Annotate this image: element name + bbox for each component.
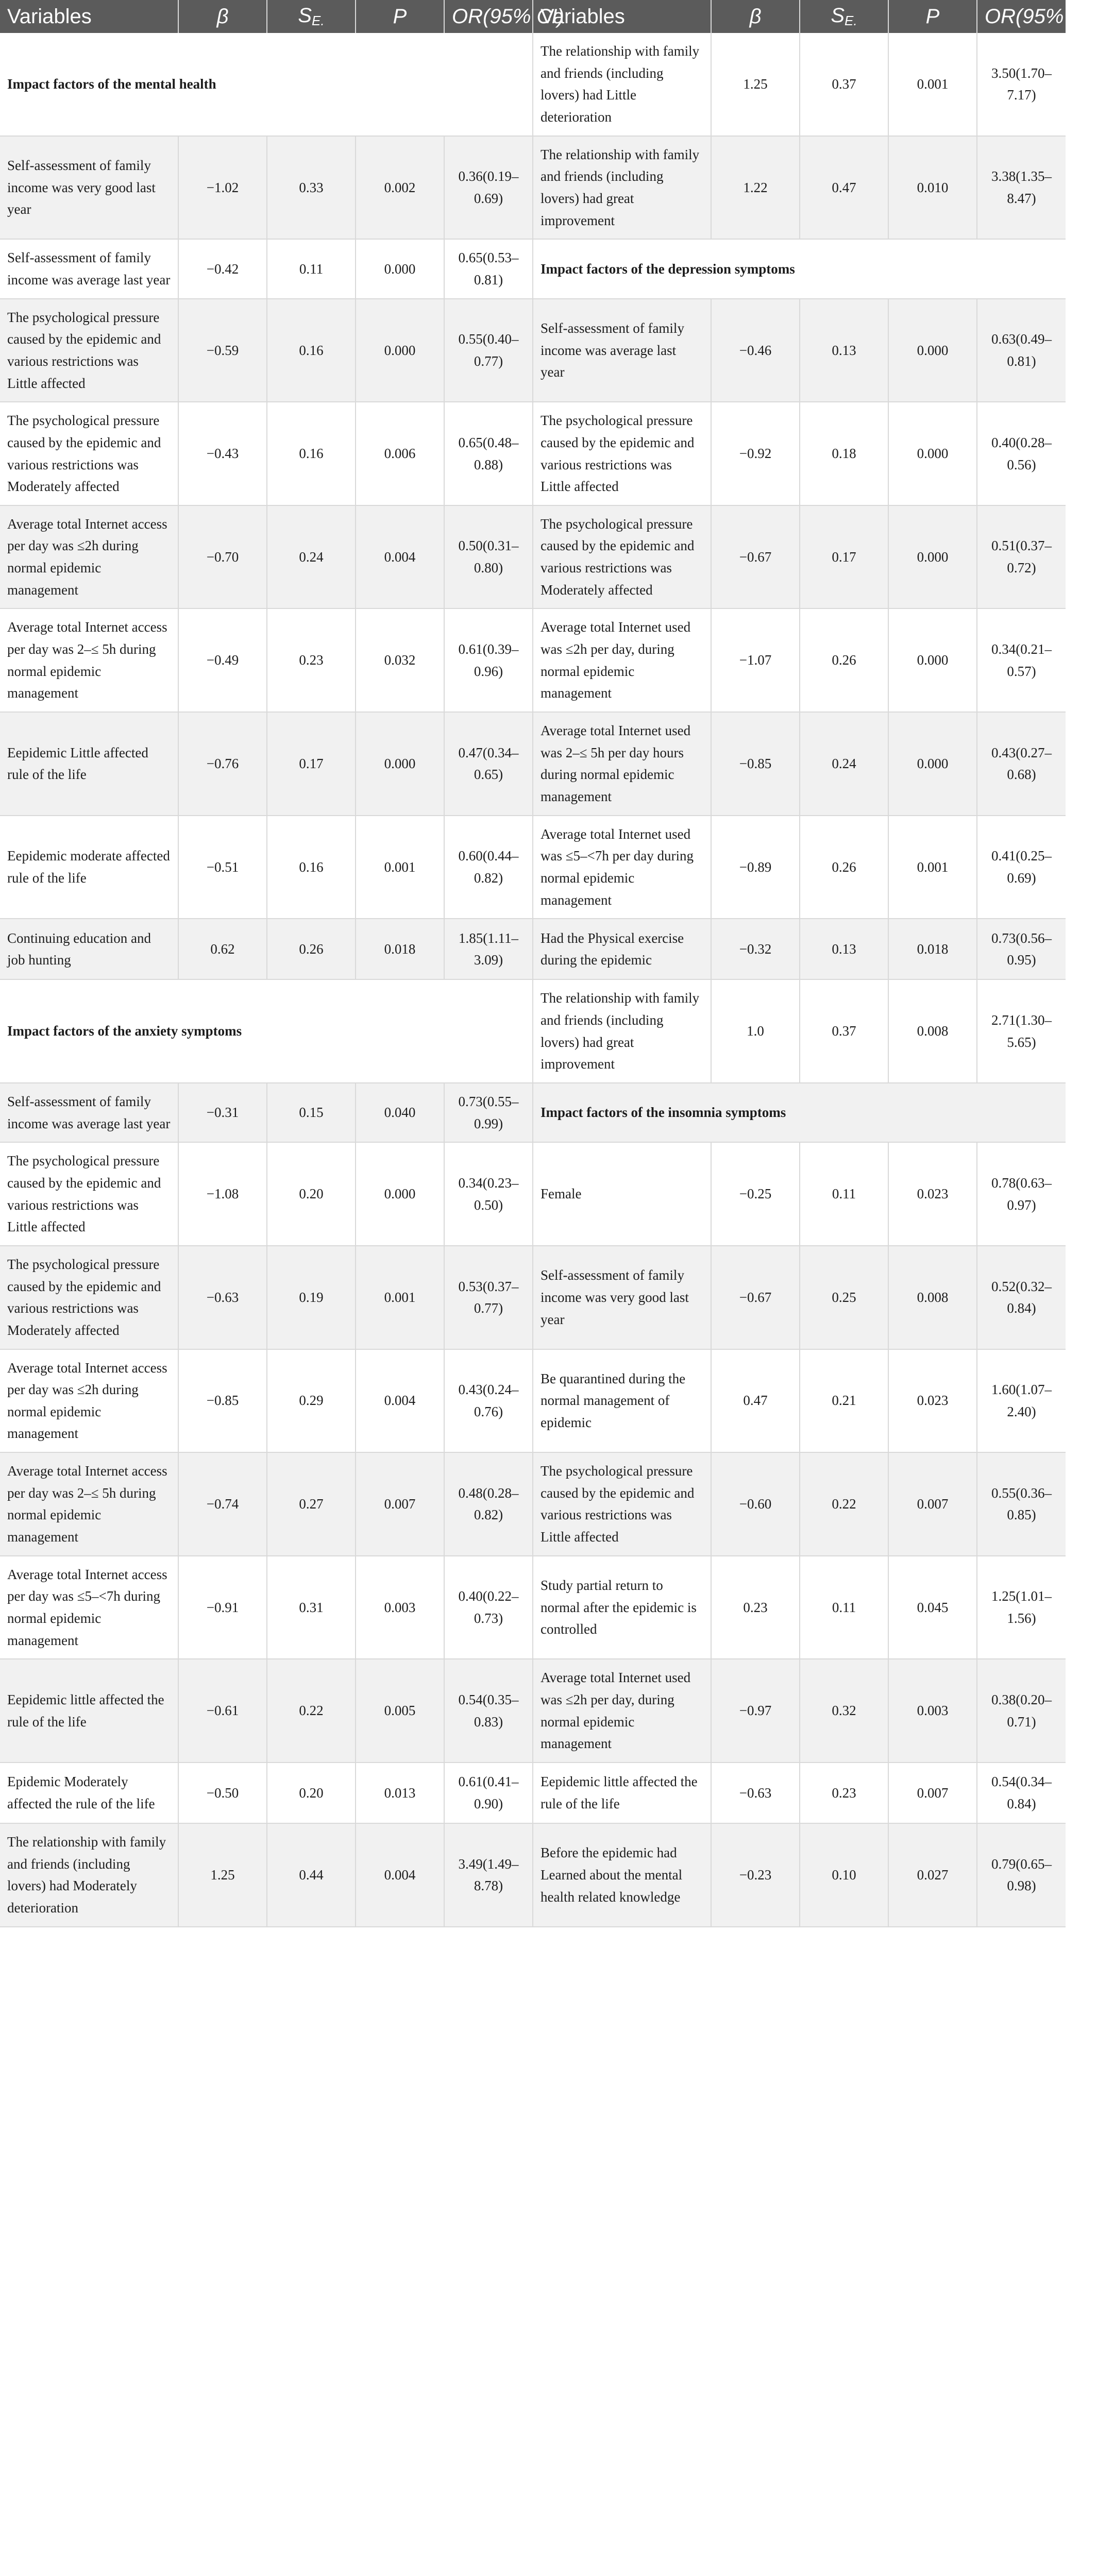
se-cell: 0.15 [267,1083,356,1142]
variable-cell: The relationship with family and friends (including lovers) had great improvement [533,136,711,240]
b-cell: −0.85 [178,1349,267,1453]
p-cell: 0.045 [888,1556,977,1659]
or-cell: 0.36(0.19–0.69) [444,136,533,240]
table-row [0,136,1066,240]
b-cell: 1.25 [178,1823,267,1927]
or-cell: 1.85(1.11–3.09) [444,919,533,979]
p-cell: 0.018 [888,919,977,979]
variable-cell: The psychological pressure caused by the epidemic and various restrictions was Moderately affected [533,505,711,609]
or-cell: 0.55(0.40–0.77) [444,299,533,402]
variable-cell: The psychological pressure caused by the epidemic and various restrictions was Little affected [533,402,711,505]
se-cell: 0.26 [800,816,888,919]
variable-cell: The relationship with family and friends (including lovers) had Little deterioration [533,33,711,136]
se-cell: 0.26 [800,608,888,712]
header-row [0,0,1066,33]
or-cell: 0.40(0.28–0.56) [977,402,1066,505]
header-beta: β [711,0,800,33]
table-row [0,1823,1066,1927]
b-cell: −0.59 [178,299,267,402]
variable-cell: Female [533,1142,711,1246]
header-se-sub: E [312,13,321,28]
se-cell: 0.23 [267,608,356,712]
b-cell: −0.70 [178,505,267,609]
se-cell: 0.11 [267,239,356,298]
header-se [800,0,888,33]
b-cell: −0.63 [178,1246,267,1349]
se-cell: 0.22 [267,1659,356,1762]
or-cell: 0.54(0.34–0.84) [977,1762,1066,1823]
or-cell: 1.25(1.01–1.56) [977,1556,1066,1659]
variable-cell: Had the Physical exercise during the epidemic [533,919,711,979]
b-cell: −0.63 [711,1762,800,1823]
table-body [0,33,1066,1927]
header-beta: β [178,0,267,33]
section-heading: Impact factors of the depression symptoms [533,239,1066,298]
p-cell: 0.032 [356,608,444,712]
p-cell: 0.000 [356,712,444,816]
b-cell: −0.91 [178,1556,267,1659]
se-cell: 0.17 [800,505,888,609]
section-heading: Impact factors of the anxiety symptoms [0,979,533,1083]
b-cell: −0.92 [711,402,800,505]
variable-cell: Self-assessment of family income was average last year [0,239,178,298]
or-cell: 0.53(0.37–0.77) [444,1246,533,1349]
variable-cell: The psychological pressure caused by the epidemic and various restrictions was Little affected [0,299,178,402]
b-cell: −0.74 [178,1452,267,1556]
variable-cell: Average total Internet used was ≤2h per day, during normal epidemic management [533,608,711,712]
table-row [0,1083,1066,1142]
or-cell: 0.60(0.44–0.82) [444,816,533,919]
se-cell: 0.23 [800,1762,888,1823]
b-cell: −0.76 [178,712,267,816]
se-cell: 0.11 [800,1556,888,1659]
b-cell: −0.23 [711,1823,800,1927]
or-cell: 0.40(0.22–0.73) [444,1556,533,1659]
table-row [0,1659,1066,1762]
b-cell: −0.85 [711,712,800,816]
b-cell: −0.67 [711,1246,800,1349]
b-cell: −0.49 [178,608,267,712]
b-cell: −1.02 [178,136,267,240]
p-cell: 0.000 [888,712,977,816]
p-cell: 0.000 [888,299,977,402]
table-row [0,712,1066,816]
b-cell: −0.46 [711,299,800,402]
variable-cell: The psychological pressure caused by the epidemic and various restrictions was Little affected [0,1142,178,1246]
p-cell: 0.008 [888,1246,977,1349]
table-row [0,1762,1066,1823]
se-cell: 0.16 [267,816,356,919]
p-cell: 0.040 [356,1083,444,1142]
or-cell: 0.51(0.37–0.72) [977,505,1066,609]
se-cell: 0.10 [800,1823,888,1927]
or-cell: 0.78(0.63–0.97) [977,1142,1066,1246]
p-cell: 0.004 [356,1823,444,1927]
header-p: P [888,0,977,33]
or-cell: 0.65(0.53–0.81) [444,239,533,298]
or-cell: 2.71(1.30–5.65) [977,979,1066,1083]
variable-cell: The psychological pressure caused by the epidemic and various restrictions was Moderately affected [0,1246,178,1349]
b-cell: −0.42 [178,239,267,298]
se-cell: 0.24 [267,505,356,609]
or-cell: 0.43(0.24–0.76) [444,1349,533,1453]
se-cell: 0.26 [267,919,356,979]
table-row [0,1556,1066,1659]
or-cell: 0.43(0.27–0.68) [977,712,1066,816]
p-cell: 0.000 [888,608,977,712]
table-row [0,402,1066,505]
p-cell: 0.007 [356,1452,444,1556]
variable-cell: Continuing education and job hunting [0,919,178,979]
se-cell: 0.47 [800,136,888,240]
p-cell: 0.004 [356,505,444,609]
se-cell: 0.16 [267,299,356,402]
or-cell: 3.49(1.49–8.78) [444,1823,533,1927]
se-cell: 0.29 [267,1349,356,1453]
p-cell: 0.023 [888,1349,977,1453]
variable-cell: Self-assessment of family income was very good last year [533,1246,711,1349]
variable-cell: Eepidemic moderate affected rule of the life [0,816,178,919]
b-cell: 1.22 [711,136,800,240]
header-se-sub: E [845,13,854,28]
or-cell: 0.63(0.49–0.81) [977,299,1066,402]
variable-cell: Average total Internet used was ≤2h per day, during normal epidemic management [533,1659,711,1762]
se-cell: 0.17 [267,712,356,816]
se-cell: 0.22 [800,1452,888,1556]
or-cell: 0.73(0.56–0.95) [977,919,1066,979]
or-cell: 0.55(0.36–0.85) [977,1452,1066,1556]
p-cell: 0.008 [888,979,977,1083]
variable-cell: Average total Internet access per day was 2–≤ 5h during normal epidemic management [0,1452,178,1556]
header-p: P [356,0,444,33]
p-cell: 0.013 [356,1762,444,1823]
variable-cell: Eepidemic little affected the rule of the life [0,1659,178,1762]
b-cell: −0.89 [711,816,800,919]
p-cell: 0.001 [888,816,977,919]
variable-cell: Self-assessment of family income was average last year [0,1083,178,1142]
b-cell: −0.61 [178,1659,267,1762]
se-cell: 0.27 [267,1452,356,1556]
variable-cell: The relationship with family and friends (including lovers) had Moderately deterioration [0,1823,178,1927]
or-cell: 0.34(0.21–0.57) [977,608,1066,712]
se-cell: 0.20 [267,1762,356,1823]
table-header [0,0,1097,33]
p-cell: 0.003 [888,1659,977,1762]
b-cell: −0.50 [178,1762,267,1823]
variable-cell: Average total Internet access per day was 2–≤ 5h during normal epidemic management [0,608,178,712]
se-cell: 0.20 [267,1142,356,1246]
header-or: OR(95% CI) [985,5,1097,28]
table-row [0,505,1066,609]
table-row [0,239,1066,298]
b-cell: −0.43 [178,402,267,505]
b-cell: 1.25 [711,33,800,136]
p-cell: 0.005 [356,1659,444,1762]
header-se-dot: . [320,13,325,28]
or-cell: 1.60(1.07–2.40) [977,1349,1066,1453]
se-cell: 0.37 [800,979,888,1083]
se-cell: 0.31 [267,1556,356,1659]
se-cell: 0.13 [800,299,888,402]
or-cell: 0.47(0.34–0.65) [444,712,533,816]
p-cell: 0.004 [356,1349,444,1453]
b-cell: 0.47 [711,1349,800,1453]
variable-cell: The relationship with family and friends (including lovers) had great improvement [533,979,711,1083]
p-cell: 0.001 [356,1246,444,1349]
table-row [0,979,1066,1083]
p-cell: 0.023 [888,1142,977,1246]
or-cell: 0.61(0.39–0.96) [444,608,533,712]
header-se-dot: . [853,13,857,28]
p-cell: 0.007 [888,1452,977,1556]
variable-cell: Eepidemic Little affected rule of the life [0,712,178,816]
b-cell: −0.31 [178,1083,267,1142]
table-row [0,608,1066,712]
p-cell: 0.001 [888,33,977,136]
variable-cell: Eepidemic little affected the rule of the life [533,1762,711,1823]
variable-cell: Average total Internet used was ≤5–<7h per day during normal epidemic management [533,816,711,919]
or-cell: 0.52(0.32–0.84) [977,1246,1066,1349]
table-row [0,33,1066,136]
or-cell: 0.73(0.55–0.99) [444,1083,533,1142]
variable-cell: Average total Internet access per day was ≤5–<7h during normal epidemic management [0,1556,178,1659]
header-variables: Variables [533,0,711,33]
variable-cell: Before the epidemic had Learned about the mental health related knowledge [533,1823,711,1927]
b-cell: −1.07 [711,608,800,712]
or-cell: 0.38(0.20–0.71) [977,1659,1066,1762]
variable-cell: Average total Internet access per day was ≤2h during normal epidemic management [0,1349,178,1453]
variable-cell: Self-assessment of family income was very good last year [0,136,178,240]
b-cell: −1.08 [178,1142,267,1246]
variable-cell: Average total Internet access per day was ≤2h during normal epidemic management [0,505,178,609]
or-cell: 0.54(0.35–0.83) [444,1659,533,1762]
or-cell: 0.41(0.25–0.69) [977,816,1066,919]
table-row [0,1246,1066,1349]
p-cell: 0.003 [356,1556,444,1659]
se-cell: 0.33 [267,136,356,240]
section-heading: Impact factors of the mental health [0,33,533,136]
table-row [0,1452,1066,1556]
b-cell: 0.23 [711,1556,800,1659]
se-cell: 0.44 [267,1823,356,1927]
b-cell: 0.62 [178,919,267,979]
p-cell: 0.010 [888,136,977,240]
header-se [267,0,356,33]
se-cell: 0.24 [800,712,888,816]
section-heading: Impact factors of the insomnia symptoms [533,1083,1066,1142]
header-or: OR(95% CI) [444,0,533,33]
table-row [0,1349,1066,1453]
variable-cell: The psychological pressure caused by the epidemic and various restrictions was Moderately affected [0,402,178,505]
or-cell: 0.79(0.65–0.98) [977,1823,1066,1927]
se-cell: 0.25 [800,1246,888,1349]
p-cell: 0.027 [888,1823,977,1927]
p-cell: 0.007 [888,1762,977,1823]
header-se-main: S [298,4,312,27]
table-row [0,1142,1066,1246]
p-cell: 0.001 [356,816,444,919]
se-cell: 0.18 [800,402,888,505]
b-cell: −0.97 [711,1659,800,1762]
se-cell: 0.19 [267,1246,356,1349]
table-row [0,919,1066,979]
se-cell: 0.37 [800,33,888,136]
se-cell: 0.21 [800,1349,888,1453]
or-cell: 3.38(1.35–8.47) [977,136,1066,240]
header-se-main: S [831,4,845,27]
header-variables: Variables [0,0,178,33]
or-cell: 0.50(0.31–0.80) [444,505,533,609]
p-cell: 0.002 [356,136,444,240]
variable-cell: Epidemic Moderately affected the rule of the life [0,1762,178,1823]
b-cell: −0.60 [711,1452,800,1556]
variable-cell: Study partial return to normal after the epidemic is controlled [533,1556,711,1659]
b-cell: 1.0 [711,979,800,1083]
or-cell: 0.65(0.48–0.88) [444,402,533,505]
table-row [0,816,1066,919]
variable-cell: The psychological pressure caused by the epidemic and various restrictions was Little affected [533,1452,711,1556]
p-cell: 0.000 [888,402,977,505]
variable-cell: Average total Internet used was 2–≤ 5h per day hours during normal epidemic management [533,712,711,816]
b-cell: −0.51 [178,816,267,919]
b-cell: −0.25 [711,1142,800,1246]
se-cell: 0.11 [800,1142,888,1246]
p-cell: 0.000 [888,505,977,609]
p-cell: 0.000 [356,239,444,298]
se-cell: 0.13 [800,919,888,979]
variable-cell: Self-assessment of family income was average last year [533,299,711,402]
se-cell: 0.16 [267,402,356,505]
p-cell: 0.006 [356,402,444,505]
or-cell: 0.48(0.28–0.82) [444,1452,533,1556]
se-cell: 0.32 [800,1659,888,1762]
table-row [0,299,1066,402]
b-cell: −0.32 [711,919,800,979]
p-cell: 0.000 [356,1142,444,1246]
or-cell: 3.50(1.70–7.17) [977,33,1066,136]
variable-cell: Be quarantined during the normal management of epidemic [533,1349,711,1453]
or-cell: 0.34(0.23–0.50) [444,1142,533,1246]
b-cell: −0.67 [711,505,800,609]
or-cell: 0.61(0.41–0.90) [444,1762,533,1823]
p-cell: 0.018 [356,919,444,979]
p-cell: 0.000 [356,299,444,402]
